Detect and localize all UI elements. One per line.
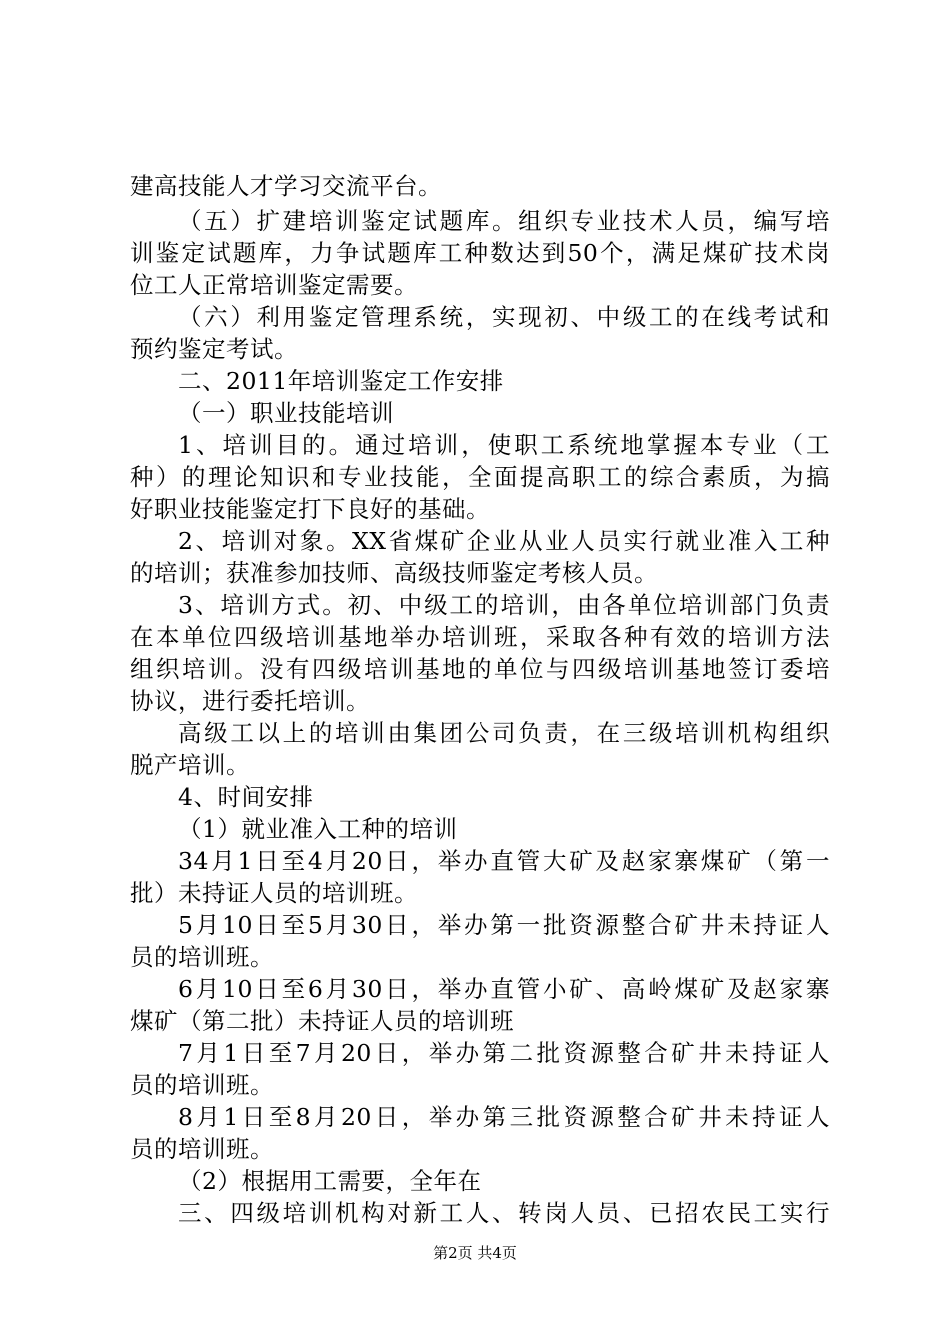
text-line: 好职业技能鉴定打下良好的基础。: [130, 495, 490, 523]
text-line: 协议，进行委托培训。: [130, 687, 370, 715]
text-line: 高级工以上的培训由集团公司负责，在三级培训机构组织: [178, 719, 830, 747]
text-line: 脱产培训。: [130, 751, 250, 779]
text-line: 组织培训。没有四级培训基地的单位与四级培训基地签订委培: [130, 655, 830, 683]
text-line: 34月1日至4月20日，举办直管大矿及赵家寨煤矿（第一: [178, 847, 830, 875]
text-line: 三、四级培训机构对新工人、转岗人员、已招农民工实行: [178, 1199, 830, 1227]
subsection-heading: （一）职业技能培训: [178, 399, 394, 427]
section-heading: 二、2011年培训鉴定工作安排: [178, 367, 504, 395]
text-line: 2、培训对象。XX省煤矿企业从业人员实行就业准入工种: [178, 527, 830, 555]
text-line: 5月10日至5月30日，举办第一批资源整合矿井未持证人: [178, 911, 830, 939]
text-line: 煤矿（第二批）未持证人员的培训班: [130, 1007, 514, 1035]
text-line: 批）未持证人员的培训班。: [130, 879, 418, 907]
text-line: 预约鉴定考试。: [130, 335, 298, 363]
page-footer: 第2页 共4页: [433, 1244, 517, 1262]
text-line: 的培训；获准参加技师、高级技师鉴定考核人员。: [130, 559, 658, 587]
text-line: （1）就业准入工种的培训: [178, 815, 458, 843]
text-line: 4、时间安排: [178, 783, 314, 811]
text-line: 种）的理论知识和专业技能，全面提高职工的综合素质，为搞: [130, 463, 830, 491]
text-line: （六）利用鉴定管理系统，实现初、中级工的在线考试和: [178, 303, 830, 331]
text-line: 位工人正常培训鉴定需要。: [130, 271, 418, 299]
text-line: 3、培训方式。初、中级工的培训，由各单位培训部门负责: [178, 591, 830, 619]
text-line: 8月1日至8月20日，举办第三批资源整合矿井未持证人: [178, 1103, 830, 1131]
text-line: 7月1日至7月20日，举办第二批资源整合矿井未持证人: [178, 1039, 830, 1067]
text-line: 员的培训班。: [130, 1135, 274, 1163]
text-line: （2）根据用工需要，全年在: [178, 1167, 482, 1195]
text-line: 1、培训目的。通过培训，使职工系统地掌握本专业（工: [178, 431, 830, 459]
text-line: 在本单位四级培训基地举办培训班，采取各种有效的培训方法: [130, 623, 830, 651]
text-line: 建高技能人才学习交流平台。: [130, 172, 442, 200]
text-line: 员的培训班。: [130, 1071, 274, 1099]
text-line: （五）扩建培训鉴定试题库。组织专业技术人员，编写培: [178, 207, 830, 235]
text-line: 员的培训班。: [130, 943, 274, 971]
text-line: 6月10日至6月30日，举办直管小矿、高岭煤矿及赵家寨: [178, 975, 830, 1003]
text-line: 训鉴定试题库，力争试题库工种数达到50个，满足煤矿技术岗: [130, 239, 830, 267]
